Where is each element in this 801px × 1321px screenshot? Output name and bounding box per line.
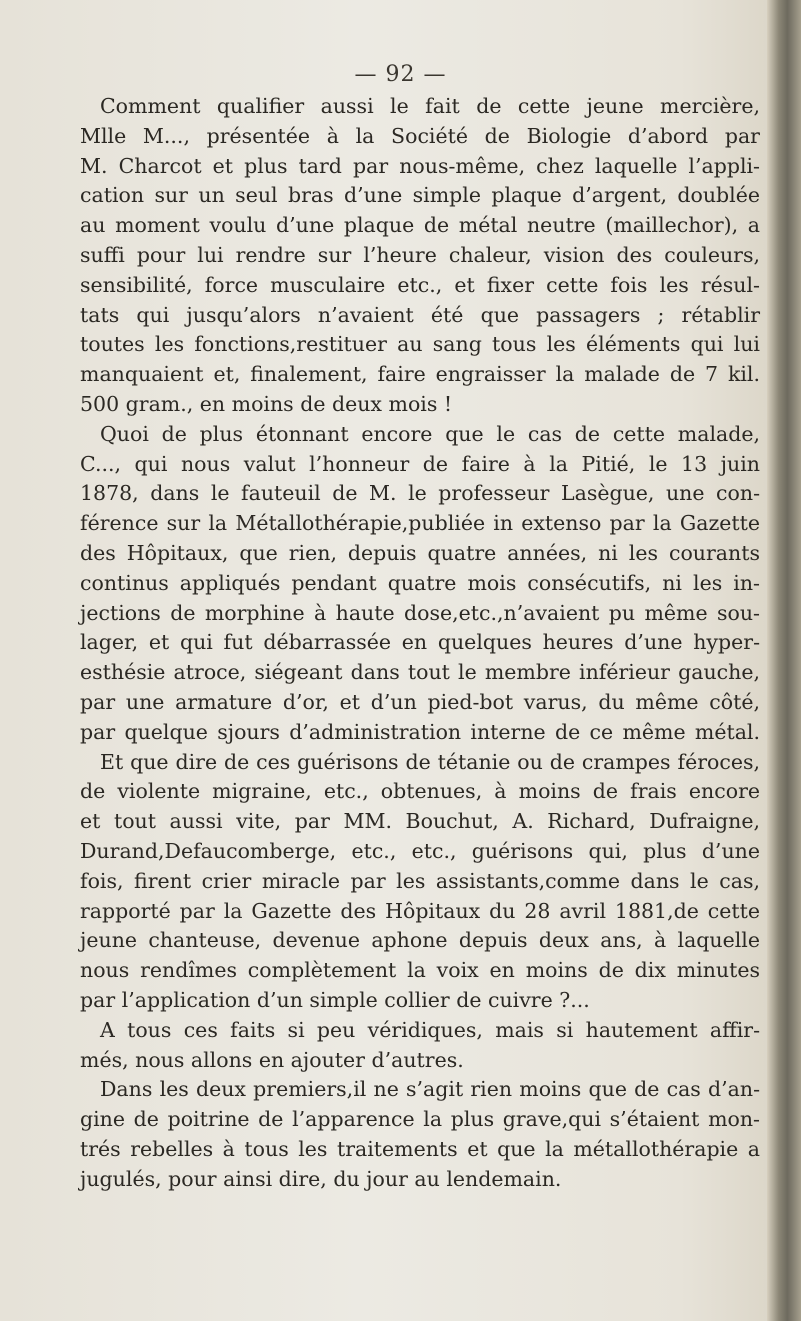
- page-edge-shadow: [767, 0, 801, 1321]
- text-line: 1878, dans le fauteuil de M. le professeur Lasègue, une con-: [80, 481, 760, 506]
- body-text: [80, 92, 760, 1194]
- text-line: A tous ces faits si peu véridiques, mais si hautement affir-: [100, 1017, 760, 1042]
- text-line: rapporté par la Gazette des Hôpitaux du 28 avril 1881,de cette: [80, 898, 760, 923]
- text-line: au moment voulu d’une plaque de métal neutre (maillechor), a: [80, 213, 760, 238]
- text-line: 500 gram., en moins de deux mois !: [80, 391, 453, 416]
- text-line: Comment qualifier aussi le fait de cette jeune mercière,: [100, 94, 760, 118]
- text-line: trés rebelles à tous les traitements et que la métallothérapie a: [80, 1136, 760, 1161]
- text-line: M. Charcot et plus tard par nous-même, chez laquelle l’appli-: [80, 153, 760, 178]
- text-line: Dans les deux premiers,il ne s’agit rien moins que de cas d’an-: [100, 1077, 760, 1102]
- text-line: fois, firent crier miracle par les assistants,comme dans le cas,: [80, 868, 760, 893]
- text-line: Mlle M..., présentée à la Société de Biologie d’abord par: [80, 123, 760, 148]
- text-line: Et que dire de ces guérisons de tétanie ou de crampes féroces,: [100, 749, 760, 774]
- text-line: Durand,Defaucomberge, etc., etc., guérisons qui, plus d’une: [80, 838, 760, 863]
- text-line: toutes les fonctions,restituer au sang tous les éléments qui lui: [80, 332, 760, 357]
- text-line: férence sur la Métallothérapie,publiée in extenso par la Gazette: [80, 511, 760, 536]
- text-line: esthésie atroce, siégeant dans tout le membre inférieur gauche,: [80, 660, 760, 685]
- text-line: gine de poitrine de l’apparence la plus grave,qui s’étaient mon-: [80, 1107, 760, 1132]
- text-line: des Hôpitaux, que rien, depuis quatre années, ni les courants: [80, 540, 760, 565]
- page-number: — 92 —: [354, 62, 447, 87]
- text-line: par quelque sjours d’administration interne de ce même métal.: [80, 719, 760, 744]
- text-line: jugulés, pour ainsi dire, du jour au lendemain.: [80, 1166, 562, 1191]
- text-line: jeune chanteuse, devenue aphone depuis deux ans, à laquelle: [80, 928, 760, 953]
- text-line: tats qui jusqu’alors n’avaient été que passagers ; rétablir: [80, 302, 760, 327]
- text-line: continus appliqués pendant quatre mois consécutifs, ni les in-: [80, 570, 760, 595]
- text-line: suffi pour lui rendre sur l’heure chaleur, vision des couleurs,: [80, 242, 760, 267]
- text-line: sensibilité, force musculaire etc., et fixer cette fois les résul-: [80, 272, 760, 297]
- text-line: cation sur un seul bras d’une simple plaque d’argent, doublée: [80, 183, 760, 208]
- text-line: lager, et qui fut débarrassée en quelques heures d’une hyper-: [80, 630, 760, 655]
- text-line: Quoi de plus étonnant encore que le cas de cette malade,: [100, 421, 760, 446]
- text-line: C..., qui nous valut l’honneur de faire à la Pitié, le 13 juin: [80, 451, 760, 476]
- text-line: par l’application d’un simple collier de cuivre ?...: [80, 987, 590, 1012]
- text-line: jections de morphine à haute dose,etc.,n’avaient pu même sou-: [80, 600, 760, 625]
- text-line: més, nous allons en ajouter d’autres.: [80, 1047, 464, 1072]
- text-line: par une armature d’or, et d’un pied-bot varus, du même côté,: [80, 689, 760, 714]
- text-line: manquaient et, finalement, faire engraisser la malade de 7 kil.: [80, 362, 760, 387]
- text-line: de violente migraine, etc., obtenues, à moins de frais encore: [80, 779, 760, 804]
- text-line: et tout aussi vite, par MM. Bouchut, A. Richard, Dufraigne,: [80, 809, 760, 834]
- text-line: nous rendîmes complètement la voix en moins de dix minutes: [80, 958, 760, 983]
